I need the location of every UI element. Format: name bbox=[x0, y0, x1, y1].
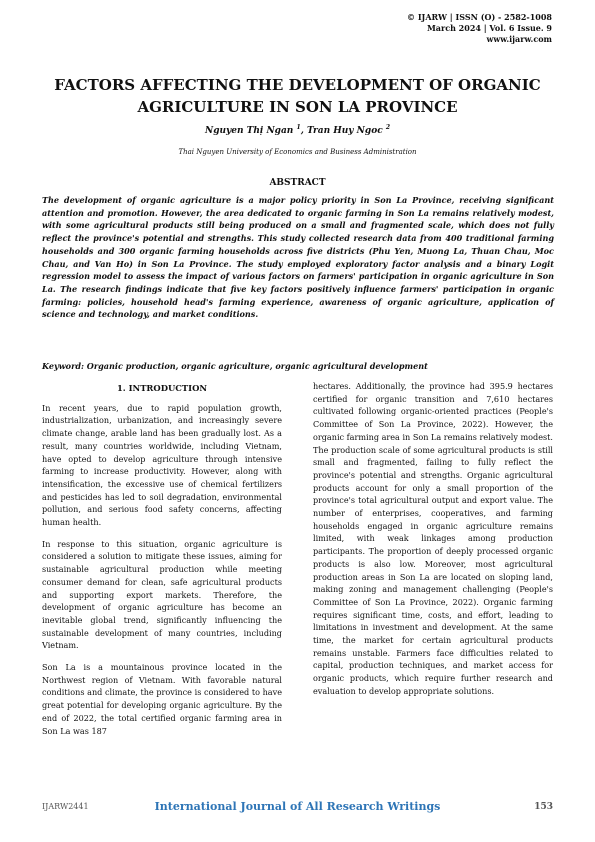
right-column bbox=[313, 380, 553, 707]
page-number: 153 bbox=[534, 802, 553, 812]
title-line-2: AGRICULTURE IN SON LA PROVINCE bbox=[137, 98, 458, 116]
author-list bbox=[40, 124, 555, 136]
author-affil-1: 1 bbox=[296, 124, 301, 131]
article-id: IJARW2441 bbox=[42, 802, 89, 811]
abstract-text: The development of organic agriculture is a major policy priority in Son La Province, receiving significant attention and promotion. However, the area dedicated to organic farming in Son La remains relatively modest, with some agricultural products still being produced on a small and fragmented scale, which does not fully reflect the province's potential and strengths. This study collected research data from 400 traditional farming households and 300 organic farming households across five districts (Phu Yen, Muong La, Thuan Chau, Moc Chau, and Van Ho) in Son La Province. The study employed exploratory factor analysis and a binary Logit regression model to assess the impact of various factors on farmers' participation in organic agriculture in Son La. The research findings indicate that five key factors positively influence farmers' participation in organic farming: policies, household head's farming experience, awareness of organic agriculture, application of science and technology, and market conditions. bbox=[42, 195, 554, 320]
author-name-1: Nguyen Thị Ngan bbox=[204, 126, 294, 136]
journal-issue: March 2024 | Vol. 6 Issue. 9 bbox=[426, 23, 552, 33]
author-separator: , bbox=[300, 126, 307, 136]
left-column bbox=[42, 382, 282, 746]
author-affil-2: 2 bbox=[385, 124, 391, 131]
paragraph: Son La is a mountainous province located in the Northwest region of Vietnam. With favorable natural conditions and climate, the province is considered to have great potential for developing organic agriculture. By the end of 2022, the total certified organic farming area in Son La was 187 bbox=[42, 662, 282, 736]
abstract-heading: ABSTRACT bbox=[269, 178, 326, 188]
journal-issn: © IJARW | ISSN (O) - 2582-1008 bbox=[407, 12, 552, 22]
journal-header bbox=[407, 12, 552, 45]
section-heading-introduction: 1. INTRODUCTION bbox=[116, 383, 208, 393]
paragraph: In response to this situation, organic agriculture is considered a solution to mitigate these issues, aiming for sustainable agricultural production while meeting consumer demand for clean, safe agricultural products and supporting export markets. Therefore, the development of organic agriculture has become an inevitable global trend, significantly influencing the sustainable development of many countries, including Vietnam. bbox=[42, 538, 282, 651]
keywords: Keyword: Organic production, organic agriculture, organic agricultural development bbox=[42, 361, 428, 371]
author-name-2: Tran Huy Ngoc bbox=[306, 126, 383, 136]
paper-title bbox=[40, 74, 555, 118]
title-line-1: FACTORS AFFECTING THE DEVELOPMENT OF ORGANIC bbox=[54, 76, 541, 94]
journal-name: International Journal of All Research Writings bbox=[154, 800, 441, 813]
paragraph: hectares. Additionally, the province had 395.9 hectares certified for organic transition and 7,610 hectares cultivated following organic-oriented practices (People's Committee of Son La Province, 2022). However, the organic farming area in Son La remains relatively modest. The production scale of some agricultural products is still small and fragmented, failing to fully reflect the province's potential and strengths. Organic agricultural products account for only a small proportion of the province's total agricultural output and export value. The number of enterprises, cooperatives, and farming households engaged in organic agriculture remains limited, with weak linkages among production participants. The proportion of deeply processed organic products is also low. Moreover, most agricultural production areas in Son La are located on sloping land, making zoning and management challenging (People's Committee of Son La Province, 2022). Organic farming requires significant time, costs, and effort, leading to limitations in investment and development. At the same time, the market for certain agricultural products remains unstable. Farmers face difficulties related to capital, production techniques, and market access for organic products, which require further research and evaluation to develop appropriate solutions. bbox=[313, 381, 554, 696]
page-footer bbox=[42, 802, 553, 816]
affiliation: Thai Nguyen University of Economics and Business Administration bbox=[178, 148, 417, 156]
journal-website: www.ijarw.com bbox=[486, 34, 552, 44]
paragraph: In recent years, due to rapid population growth, industrialization, urbanization, and increasingly severe climate change, arable land has been gradually lost. As a result, many countries worldwide, including Vietnam, have opted to develop agriculture through intensive farming to increase productivity. However, along with intensification, the excessive use of chemical fertilizers and pesticides has led to soil degradation, environmental pollution, and serious food safety concerns, affecting human health. bbox=[42, 402, 282, 528]
